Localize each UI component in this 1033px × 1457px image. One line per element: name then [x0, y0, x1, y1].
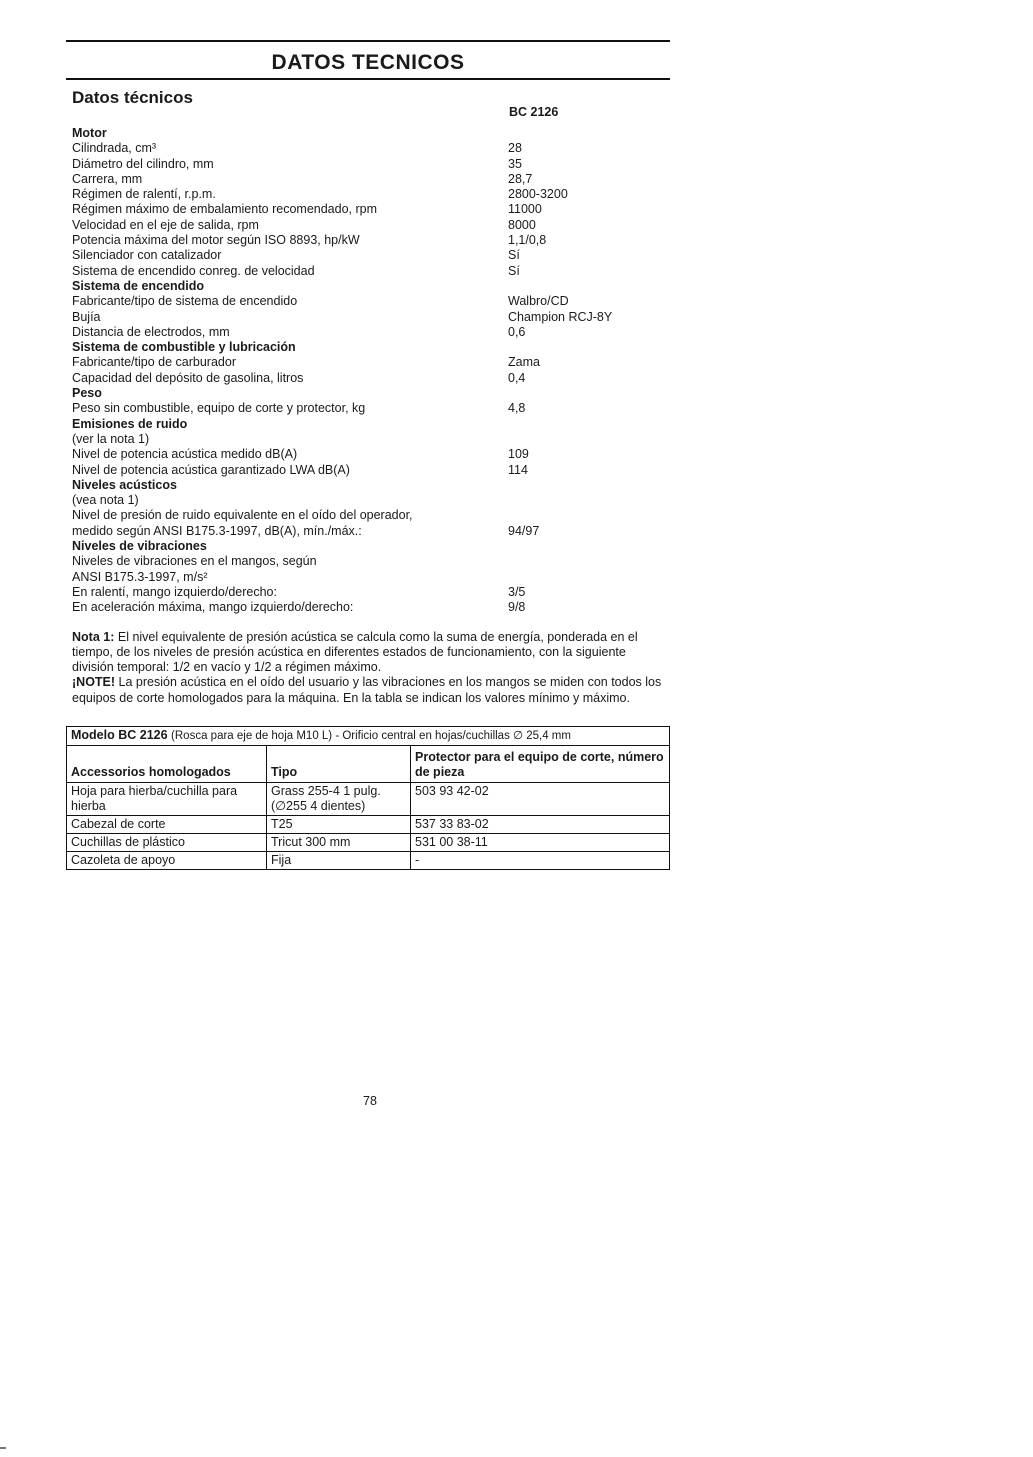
spec-row — [72, 447, 670, 462]
accessory-cell: Cuchillas de plástico — [67, 833, 267, 851]
spec-value: 8000 — [508, 217, 536, 232]
note-2-text: La presión acústica en el oído del usuario y las vibraciones en los mangos se miden con todos los equipos de corte homologados para la máquina. En la tabla se indican los valores mínimo y máximo. — [72, 675, 662, 705]
spec-row — [72, 264, 670, 279]
spec-label: En aceleración máxima, mango izquierdo/derecho: — [72, 600, 354, 615]
spec-row — [72, 371, 670, 386]
spec-group-title: Niveles acústicos — [72, 477, 177, 492]
page-edge-mark — [0, 1447, 6, 1449]
spec-list — [72, 126, 670, 616]
part-number-cell: - — [411, 851, 670, 869]
spec-label: Carrera, mm — [72, 171, 143, 186]
spec-row — [72, 325, 670, 340]
model-row — [67, 726, 670, 745]
note-1-label: Nota 1: — [72, 629, 115, 644]
spec-row — [72, 294, 670, 309]
spec-value: Champion RCJ-8Y — [508, 309, 613, 324]
spec-label: (ver la nota 1) — [72, 431, 150, 446]
header-accessories: Accessorios homologados — [67, 745, 267, 782]
spec-value: Walbro/CD — [508, 294, 569, 309]
accessory-cell: Cabezal de corte — [67, 815, 267, 833]
spec-label: Régimen máximo de embalamiento recomendado, rpm — [72, 202, 378, 217]
spec-value: 11000 — [508, 202, 542, 217]
note-1-text: El nivel equivalente de presión acústica se calcula como la suma de energía, ponderada en el tiempo, de los niveles de presión acústica en diferentes estados de funcionamiento, con la siguiente división temporal: 1/2 en vacío y 1/2 a régimen máximo. — [72, 629, 638, 675]
model-column-header — [66, 105, 670, 122]
table-row — [67, 851, 670, 869]
spec-row — [72, 554, 670, 569]
spec-label: En ralentí, mango izquierdo/derecho: — [72, 584, 277, 599]
header-type: Tipo — [267, 745, 411, 782]
part-number-cell: 503 93 42-02 — [411, 782, 670, 815]
spec-group-title: Peso — [72, 386, 102, 401]
spec-value: 28,7 — [508, 171, 533, 186]
spec-group-title: Emisiones de ruido — [72, 416, 188, 431]
spec-row — [72, 355, 670, 370]
spec-value: 109 — [508, 447, 529, 462]
spec-row — [72, 585, 670, 600]
accessories-table — [66, 726, 670, 870]
spec-value: 94/97 — [508, 523, 540, 538]
page-number: 78 — [363, 1094, 377, 1108]
spec-label: Nivel de potencia acústica garantizado LWA dB(A) — [72, 462, 350, 477]
table-row — [67, 782, 670, 815]
spec-value: 35 — [508, 156, 522, 171]
spec-label: Potencia máxima del motor según ISO 8893, hp/kW — [72, 233, 360, 248]
spec-group-title: Motor — [72, 126, 107, 140]
model-description: (Rosca para eje de hoja M10 L) - Orificio central en hojas/cuchillas ∅ 25,4 mm — [171, 729, 571, 742]
spec-value — [508, 554, 670, 569]
model-column-label: BC 2126 — [509, 105, 559, 119]
spec-value: 114 — [508, 462, 528, 477]
spec-group-title: Sistema de encendido — [72, 278, 204, 293]
spec-row — [72, 157, 670, 172]
spec-label: Régimen de ralentí, r.p.m. — [72, 187, 216, 202]
spec-value — [508, 493, 670, 508]
spec-row — [72, 218, 670, 233]
spec-row — [72, 524, 670, 539]
spec-row — [72, 310, 670, 325]
spec-value — [508, 570, 670, 585]
spec-label: Niveles de vibraciones en el mangos, según — [72, 554, 317, 569]
spec-value: 3/5 — [508, 584, 526, 599]
spec-label: Cilindrada, cm³ — [72, 141, 157, 156]
spec-label: Velocidad en el eje de salida, rpm — [72, 217, 259, 232]
spec-row — [72, 187, 670, 202]
spec-value: Sí — [508, 248, 520, 263]
spec-value: 4,8 — [508, 401, 526, 416]
spec-label: Diámetro del cilindro, mm — [72, 156, 214, 171]
type-cell: Tricut 300 mm — [267, 833, 411, 851]
spec-label: Distancia de electrodos, mm — [72, 324, 230, 339]
spec-row — [72, 202, 670, 217]
part-number-cell: 531 00 38-11 — [411, 833, 670, 851]
spec-row — [72, 493, 670, 508]
notes — [72, 630, 666, 706]
spec-label: Nivel de presión de ruido equivalente en el oído del operador, — [72, 508, 413, 523]
header-bottom-rule — [66, 78, 670, 80]
spec-label: Nivel de potencia acústica medido dB(A) — [72, 447, 298, 462]
spec-row — [72, 248, 670, 263]
spec-label: Peso sin combustible, equipo de corte y protector, kg — [72, 401, 366, 416]
spec-label: Sistema de encendido conreg. de velocidad — [72, 263, 315, 278]
spec-label: Fabricante/tipo de carburador — [72, 355, 236, 370]
type-cell: T25 — [267, 815, 411, 833]
spec-label: Fabricante/tipo de sistema de encendido — [72, 294, 298, 309]
note-1 — [72, 630, 666, 676]
spec-group-title: Niveles de vibraciones — [72, 539, 207, 554]
table-row — [67, 833, 670, 851]
type-cell: Grass 255-4 1 pulg. (∅255 4 dientes) — [267, 782, 411, 815]
spec-row — [72, 432, 670, 447]
spec-value: Sí — [508, 263, 520, 278]
spec-row — [72, 600, 670, 615]
page-title: DATOS TECNICOS — [271, 51, 465, 74]
spec-value: 0,4 — [508, 370, 526, 385]
spec-row — [72, 463, 670, 478]
spec-label: Silenciador con catalizador — [72, 248, 222, 263]
spec-label: Bujía — [72, 309, 101, 324]
type-cell: Fija — [267, 851, 411, 869]
part-number-cell: 537 33 83-02 — [411, 815, 670, 833]
spec-row — [72, 570, 670, 585]
table-row — [67, 815, 670, 833]
section-title: Datos técnicos — [72, 88, 193, 107]
spec-value — [508, 432, 670, 447]
spec-group-title: Sistema de combustible y lubricación — [72, 340, 296, 355]
spec-value — [508, 508, 670, 523]
spec-value: 28 — [508, 141, 522, 156]
spec-value: 2800-3200 — [508, 187, 568, 202]
spec-value: 1,1/0,8 — [508, 233, 547, 248]
spec-row — [72, 141, 670, 156]
spec-label: Capacidad del depósito de gasolina, litros — [72, 370, 304, 385]
spec-value: 0,6 — [508, 324, 526, 339]
spec-value: 9/8 — [508, 600, 526, 615]
spec-row — [72, 508, 670, 523]
model-name: Modelo BC 2126 — [71, 727, 168, 742]
spec-value: Zama — [508, 355, 540, 370]
spec-row — [72, 401, 670, 416]
note-2-label: ¡NOTE! — [72, 675, 116, 690]
header-part-number: Protector para el equipo de corte, número de pieza — [411, 745, 670, 782]
table-header-row — [67, 745, 670, 782]
spec-label: ANSI B175.3-1997, m/s² — [72, 569, 208, 584]
note-2 — [72, 675, 666, 706]
spec-row — [72, 172, 670, 187]
spec-row — [72, 233, 670, 248]
spec-label: (vea nota 1) — [72, 493, 139, 508]
accessory-cell: Cazoleta de apoyo — [67, 851, 267, 869]
document-page — [66, 40, 670, 870]
spec-label: medido según ANSI B175.3-1997, dB(A), mín./máx.: — [72, 523, 362, 538]
accessory-cell: Hoja para hierba/cuchilla para hierba — [67, 782, 267, 815]
